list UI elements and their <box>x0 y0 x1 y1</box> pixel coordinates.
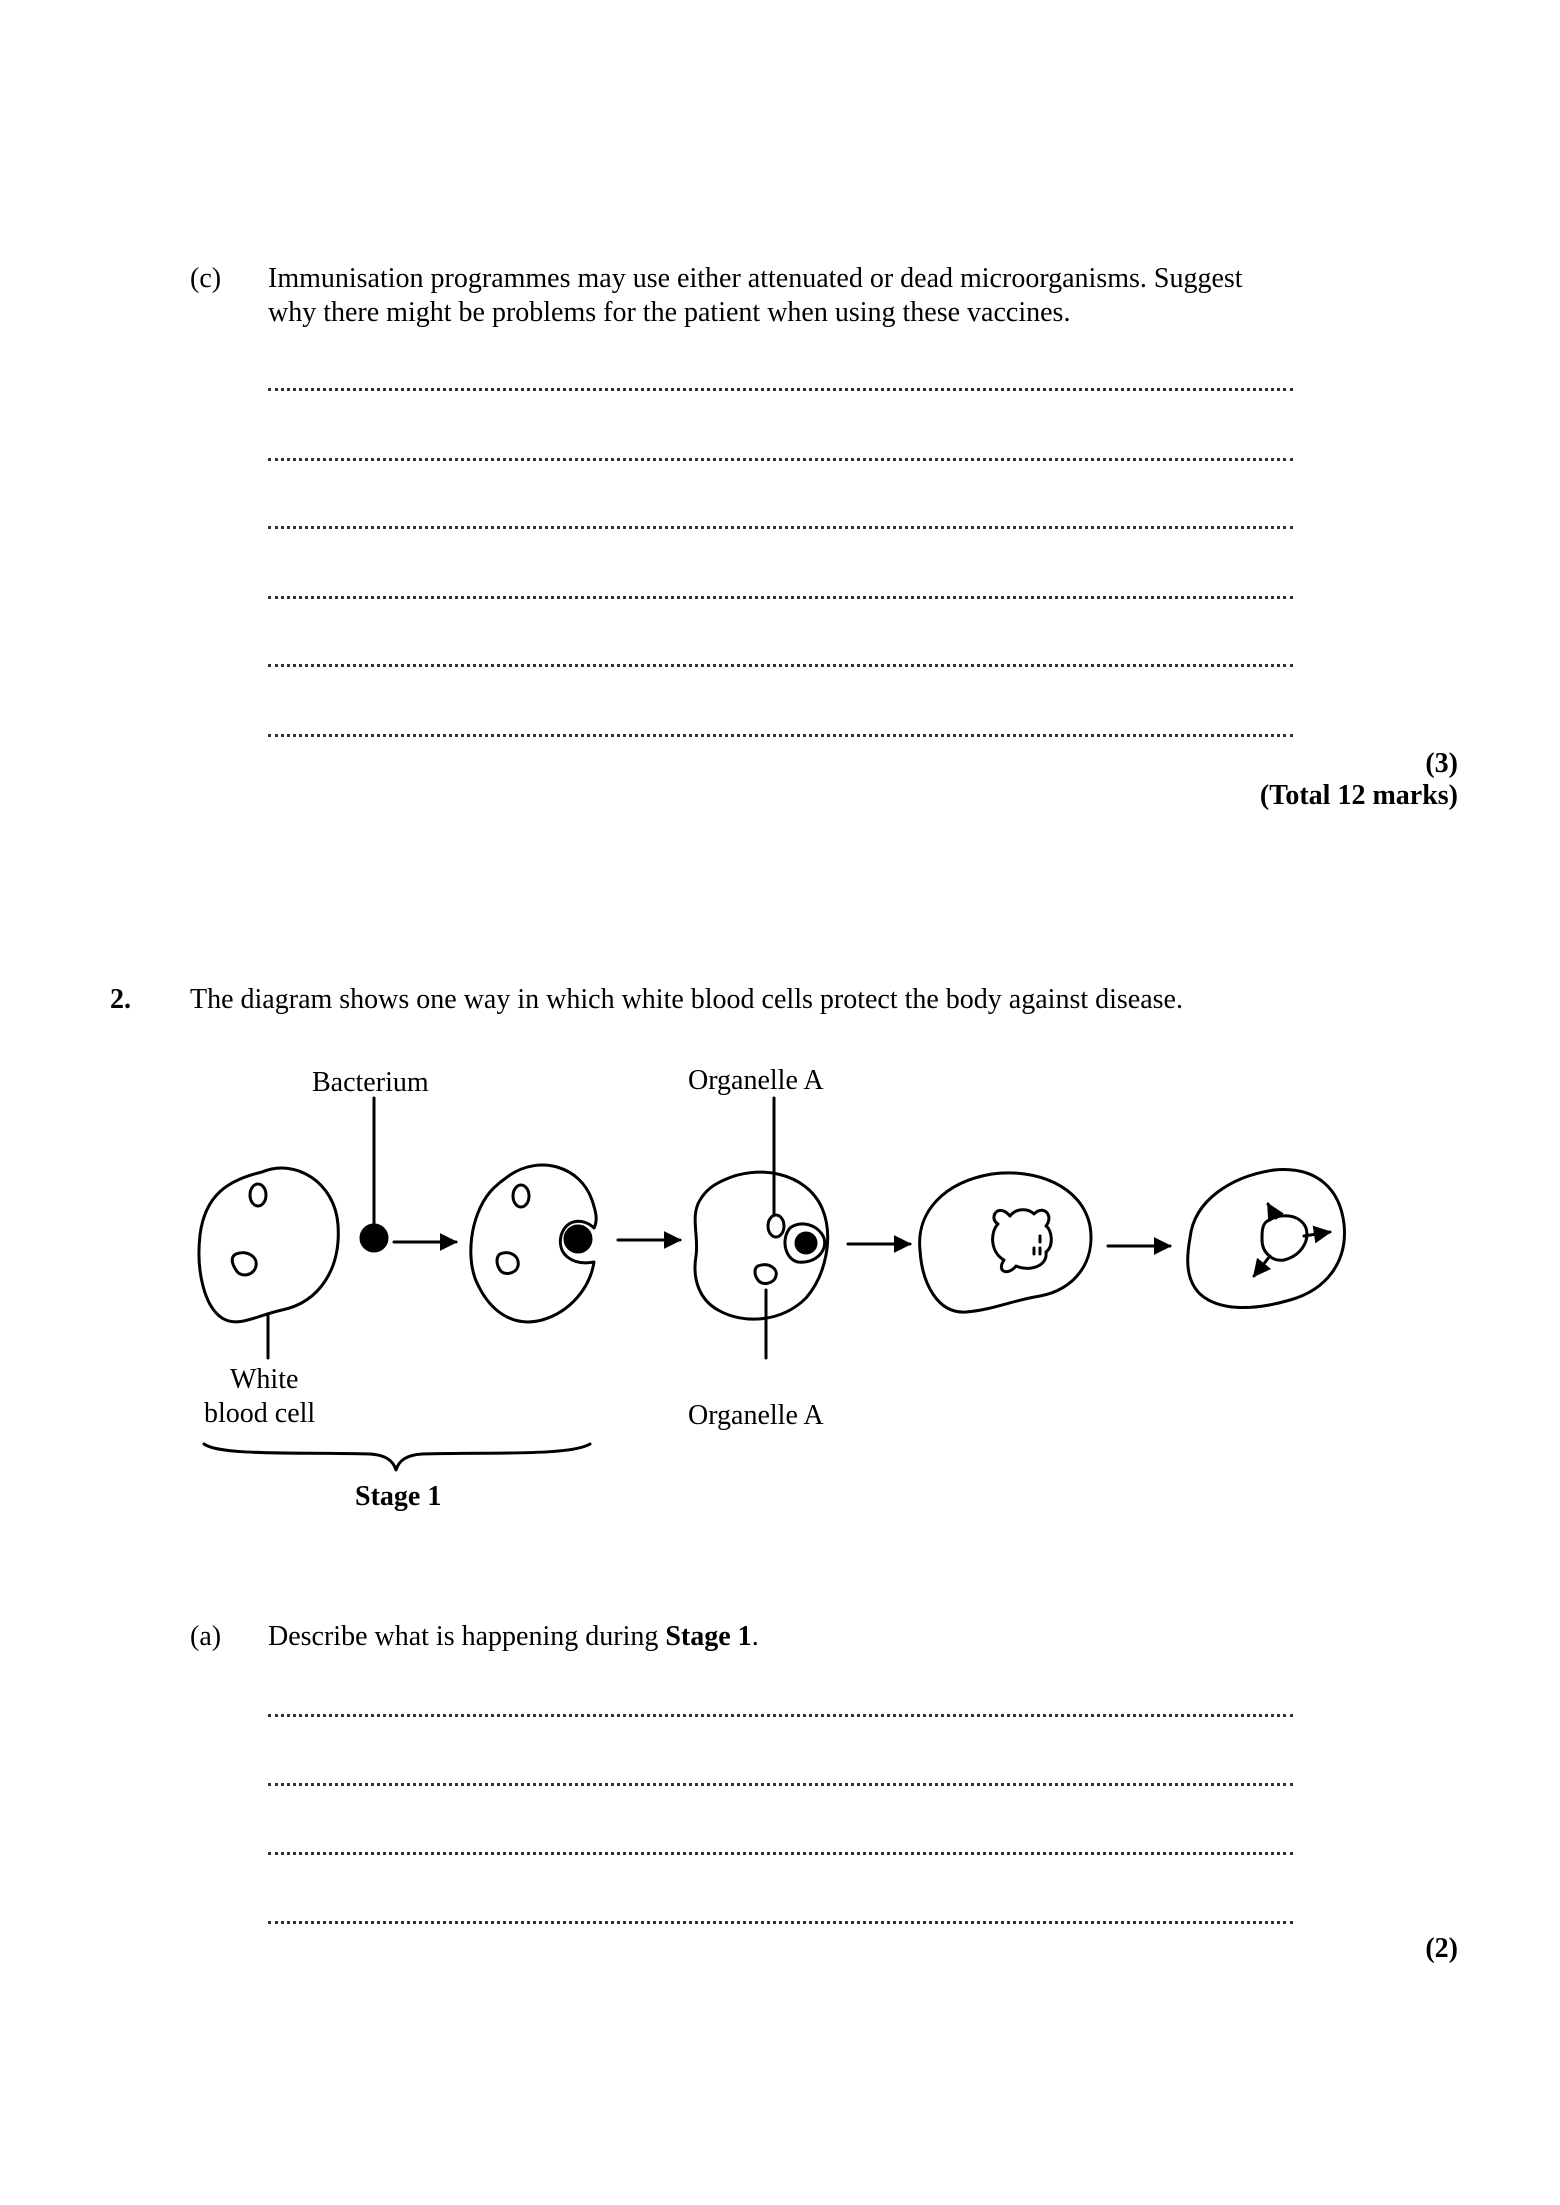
answer-line-c-3[interactable] <box>268 526 1293 529</box>
label-organelle-a-bottom: Organelle A <box>688 1400 824 1431</box>
answer-line-a-4[interactable] <box>268 1921 1293 1924</box>
part-a-question <box>268 1620 759 1654</box>
answer-line-c-4[interactable] <box>268 596 1293 599</box>
label-organelle-a-top: Organelle A <box>688 1065 824 1096</box>
label-blood-cell: blood cell <box>204 1398 316 1429</box>
cell-5 <box>1188 1170 1345 1308</box>
answer-line-a-1[interactable] <box>268 1714 1293 1717</box>
part-c-label: (c) <box>190 263 222 294</box>
part-a-marks: (2) <box>1425 1933 1458 1964</box>
stage-1-brace <box>204 1444 590 1470</box>
cell-2 <box>471 1165 596 1322</box>
total-marks: (Total 12 marks) <box>1259 780 1458 811</box>
part-c-marks: (3) <box>1425 748 1458 779</box>
answer-line-c-5[interactable] <box>268 664 1293 667</box>
part-a-question-text: Describe what is happening during <box>268 1621 666 1652</box>
label-stage-1: Stage 1 <box>355 1481 442 1512</box>
answer-line-a-3[interactable] <box>268 1852 1293 1855</box>
part-a-label: (a) <box>190 1621 222 1652</box>
part-a-question-end: . <box>751 1621 759 1652</box>
answer-line-c-2[interactable] <box>268 458 1293 461</box>
part-c-question-line-2: why there might be problems for the patient when using these vaccines. <box>268 297 1071 328</box>
label-bacterium: Bacterium <box>312 1067 429 1098</box>
part-a-question-stage: Stage 1 <box>665 1621 752 1652</box>
question-intro: The diagram shows one way in which white blood cells protect the body against disease. <box>190 984 1183 1015</box>
cell-4 <box>920 1173 1091 1312</box>
answer-line-a-2[interactable] <box>268 1783 1293 1786</box>
bacterium <box>361 1225 387 1251</box>
cell-1 <box>199 1168 338 1322</box>
answer-line-c-1[interactable] <box>268 388 1293 391</box>
white-blood-cell-diagram <box>0 1040 1560 1600</box>
question-number: 2. <box>110 984 131 1015</box>
label-white: White <box>230 1364 299 1395</box>
part-c-question-line-1: Immunisation programmes may use either attenuated or dead microorganisms. Suggest <box>268 263 1243 294</box>
cell-3 <box>695 1172 828 1319</box>
answer-line-c-6[interactable] <box>268 734 1293 737</box>
